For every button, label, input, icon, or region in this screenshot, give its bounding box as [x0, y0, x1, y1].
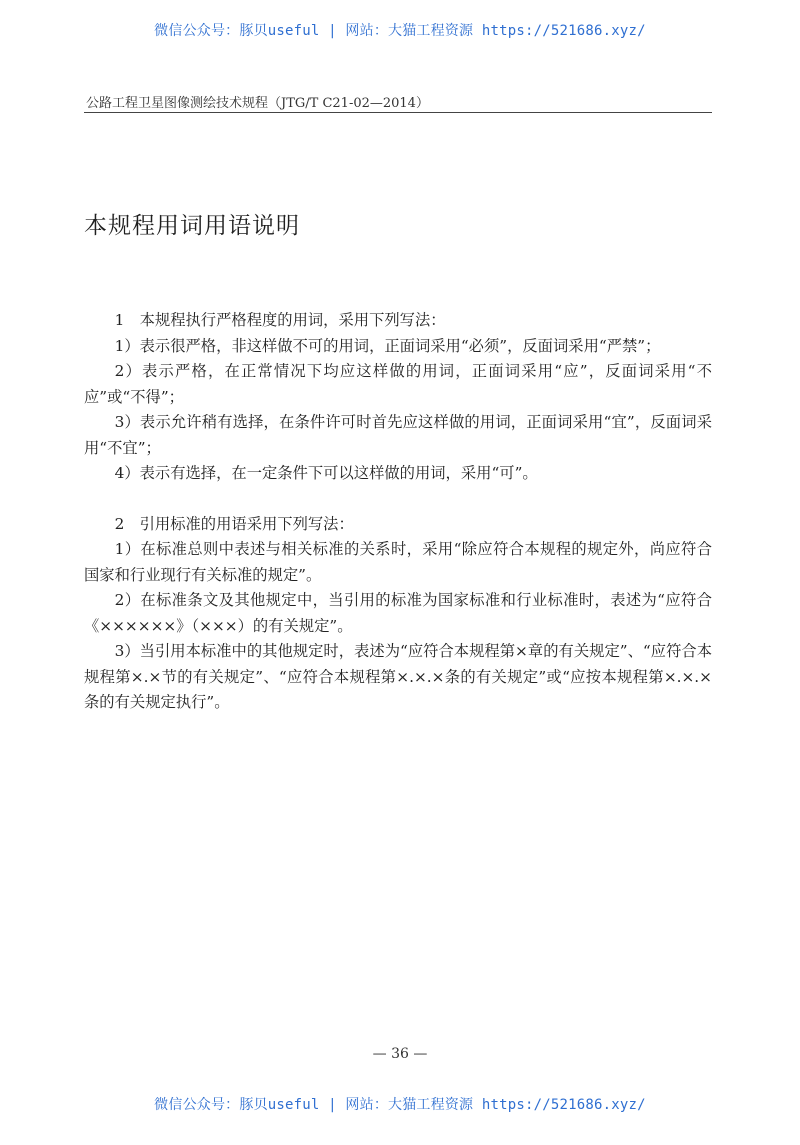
header-divider: [84, 112, 712, 113]
section-1-heading: 1 本规程执行严格程度的用词，采用下列写法：: [114, 311, 446, 329]
section-1-item: 3）表示允许稍有选择，在条件许可时首先应这样做的用词，正面词采用“宜”，反面词采用“不宜”；: [84, 413, 712, 457]
page-number: — 36 —: [372, 1046, 428, 1062]
document-body: [84, 308, 712, 716]
section-2-item: 3）当引用本标准中的其他规定时，表述为“应符合本规程第×章的有关规定”、“应符合本规程第×.×节的有关规定”、“应符合本规程第×.×.×条的有关规定”或“应按本规程第×.×.×条的有关规定执行”。: [84, 642, 712, 711]
watermark-bottom: 微信公众号：豚贝useful | 网站：大猫工程资源 https://521686.xyz/: [154, 1097, 646, 1113]
running-header: 公路工程卫星图像测绘技术规程（JTG/T C21-02—2014）: [86, 96, 429, 111]
section-spacer: [84, 487, 712, 512]
section-2-item: 2）在标准条文及其他规定中，当引用的标准为国家标准和行业标准时，表述为“应符合《××××××》（×××）的有关规定”。: [84, 591, 712, 635]
watermark-top: 微信公众号：豚贝useful | 网站：大猫工程资源 https://521686.xyz/: [154, 23, 646, 39]
section-2-heading: 2 引用标准的用语采用下列写法：: [114, 514, 354, 533]
page-title: 本规程用词用语说明: [84, 213, 300, 239]
section-1-item: 2）表示严格，在正常情况下均应这样做的用词，正面词采用“应”，反面词采用“不应”或“不得”；: [84, 362, 712, 406]
section-1-item: 1）表示很严格，非这样做不可的用词，正面词采用“必须”，反面词采用“严禁”；: [114, 336, 661, 355]
section-2-item: 1）在标准总则中表述与相关标准的关系时，采用“除应符合本规程的规定外，尚应符合国家和行业现行有关标准的规定”。: [84, 540, 712, 584]
section-1-item: 4）表示有选择，在一定条件下可以这样做的用词，采用“可”。: [114, 464, 538, 482]
